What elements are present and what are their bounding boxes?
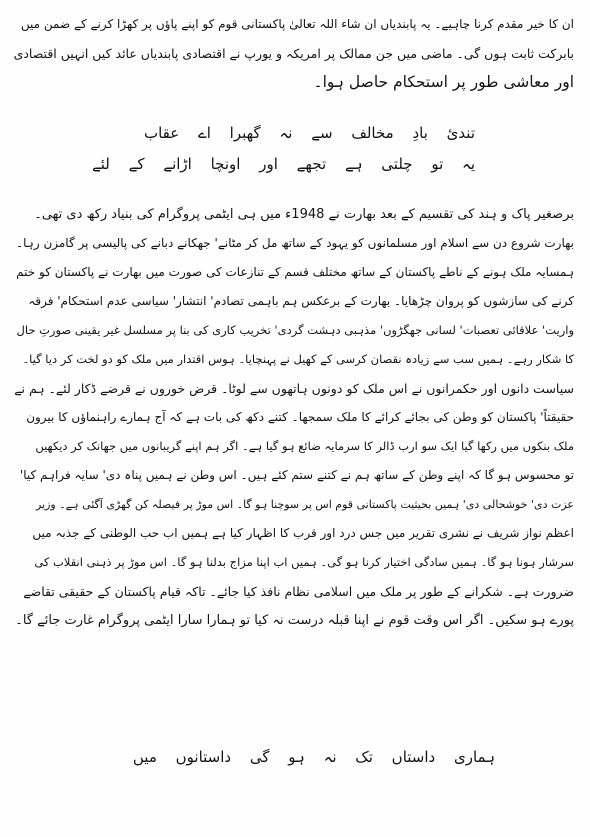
paragraph-line: سیاست دانوں اور حکمرانوں نے اس ملک کو دونوں ہاتھوں سے لوٹا۔ قرض خوروں نے قرضے ڈکار لئے۔ ہم نے [14, 381, 574, 396]
paragraph-line: تو محسوس ہو گا کہ اپنے وطن کے ساتھ ہم نے کتنے ستم کئے ہیں۔ اس وطن نے ہمیں پناہ دی' سایہ فراہم کیا' [19, 468, 574, 482]
paragraph-line: ہمسایہ ملک ہونے کے ناطے پاکستان کے ساتھ مختلف قسم کے تنازعات کی صورت میں بھارت نے پاکستان کو ختم [16, 265, 574, 279]
paragraph-line: پورے ہو سکیں۔ اگر اس وقت قوم نے اپنا قبلہ درست نہ کیا تو ہمارا سارا ایٹمی پروگرام غارت جائے گا۔ [15, 613, 574, 628]
paragraph-line: ملک بنکوں میں رکھا گیا ایک سو ارب ڈالر کا سرمایہ ضائع ہو گیا ہے۔ اگر ہم اپنے گریبانوں میں جھانک کر دیکھیں [35, 439, 574, 453]
paragraph-line: اور معاشی طور پر استحکام حاصل ہوا۔ [313, 73, 574, 91]
closing-verse: ہماری داستاں تک نہ ہو گی داستانوں میں [132, 748, 495, 766]
paragraph-line: کرنے کی سازشوں کو پروان چڑھایا۔ بھارت کے برعکس ہم باہمی تصادم' انتشار' سیاسی عدم استحکام' فرقہ [28, 294, 574, 308]
paragraph-line: واریت' علاقائی تعصبات' لسانی جھگڑوں' مذہبی دہشت گردی' تخریب کاری کی بنا پر مسلسل غیر یقینی صورتِ حال [16, 323, 574, 337]
paragraph-line: کا شکار رہے۔ ہمیں سب سے زیادہ نقصان کرسی کے کھیل نے پہنچایا۔ ہوس اقتدار میں ملک کو دو لخت کر دیا گیا۔ [22, 352, 574, 366]
couplet-line-1: تندیٔ بادِ مخالف سے نہ گھبرا اے عقاب [143, 124, 475, 142]
paragraph-line: بابرکت ثابت ہوں گی۔ ماضی میں جن ممالک پر امریکہ و یورپ نے اقتصادی پابندیاں عائد کیں انہیں اقتصادی [14, 46, 574, 61]
paragraph-line: اعظم نواز شریف نے نشری تقریر میں جس درد اور قرب کا اظہار کیا ہے ہمیں اب حب الوطنی کے جذبہ میں [32, 526, 574, 540]
paragraph-line: ان کا خیر مقدم کرنا چاہیے۔ یہ پابندیاں ان شاء اللہ تعالیٰ پاکستانی قوم کو اپنے پاؤں پر کھڑا کرنے کے ضمن میں [20, 17, 574, 31]
paragraph-line: عزت دی' خوشحالی دی' ہمیں بحیثیت پاکستانی قوم اس پر سوچنا ہو گا۔ اس موڑ پر فیصلہ کن گھڑی آگئی ہے۔ وزیر [35, 498, 574, 511]
paragraph-line: سرشار ہونا ہو گا۔ ہمیں سادگی اختیار کرنا ہو گی۔ ہمیں اب اپنا مزاج بدلنا ہو گا۔ اس موڑ پر ذہنی انقلاب کی [34, 555, 574, 569]
paragraph-2 [14, 200, 574, 635]
paragraph-line: حقیقتاً' پاکستان کو وطن کی بجائے کرائے کا ملک سمجھا۔ کتنے دکھ کی بات ہے کہ آج ہمارے راہنماؤں کا بیرون [26, 410, 574, 424]
paragraph-1 [14, 10, 574, 97]
paragraph-line: بھارت شروع دن سے اسلام اور مسلمانوں کو یہود کے ساتھ مل کر مٹانے' جھکانے دبانے کی پالیسی پر گامزن رہا۔ [16, 236, 574, 250]
paragraph-line: برصغیر پاک و ہند کی تقسیم کے بعد بھارت نے 1948ء میں ہی ایٹمی پروگرام کی بنیاد رکھ دی تھی۔ [34, 207, 574, 222]
couplet-line-2: یہ تو چلتی ہے تجھے اور اونچا اڑانے کے لئے [91, 155, 475, 173]
paragraph-line: ضرورت ہے۔ شکرانے کے طور پر ملک میں اسلامی نظام نافذ کیا جائے۔ تاکہ قیام پاکستان کے حقیقی تقاضے [23, 584, 574, 599]
